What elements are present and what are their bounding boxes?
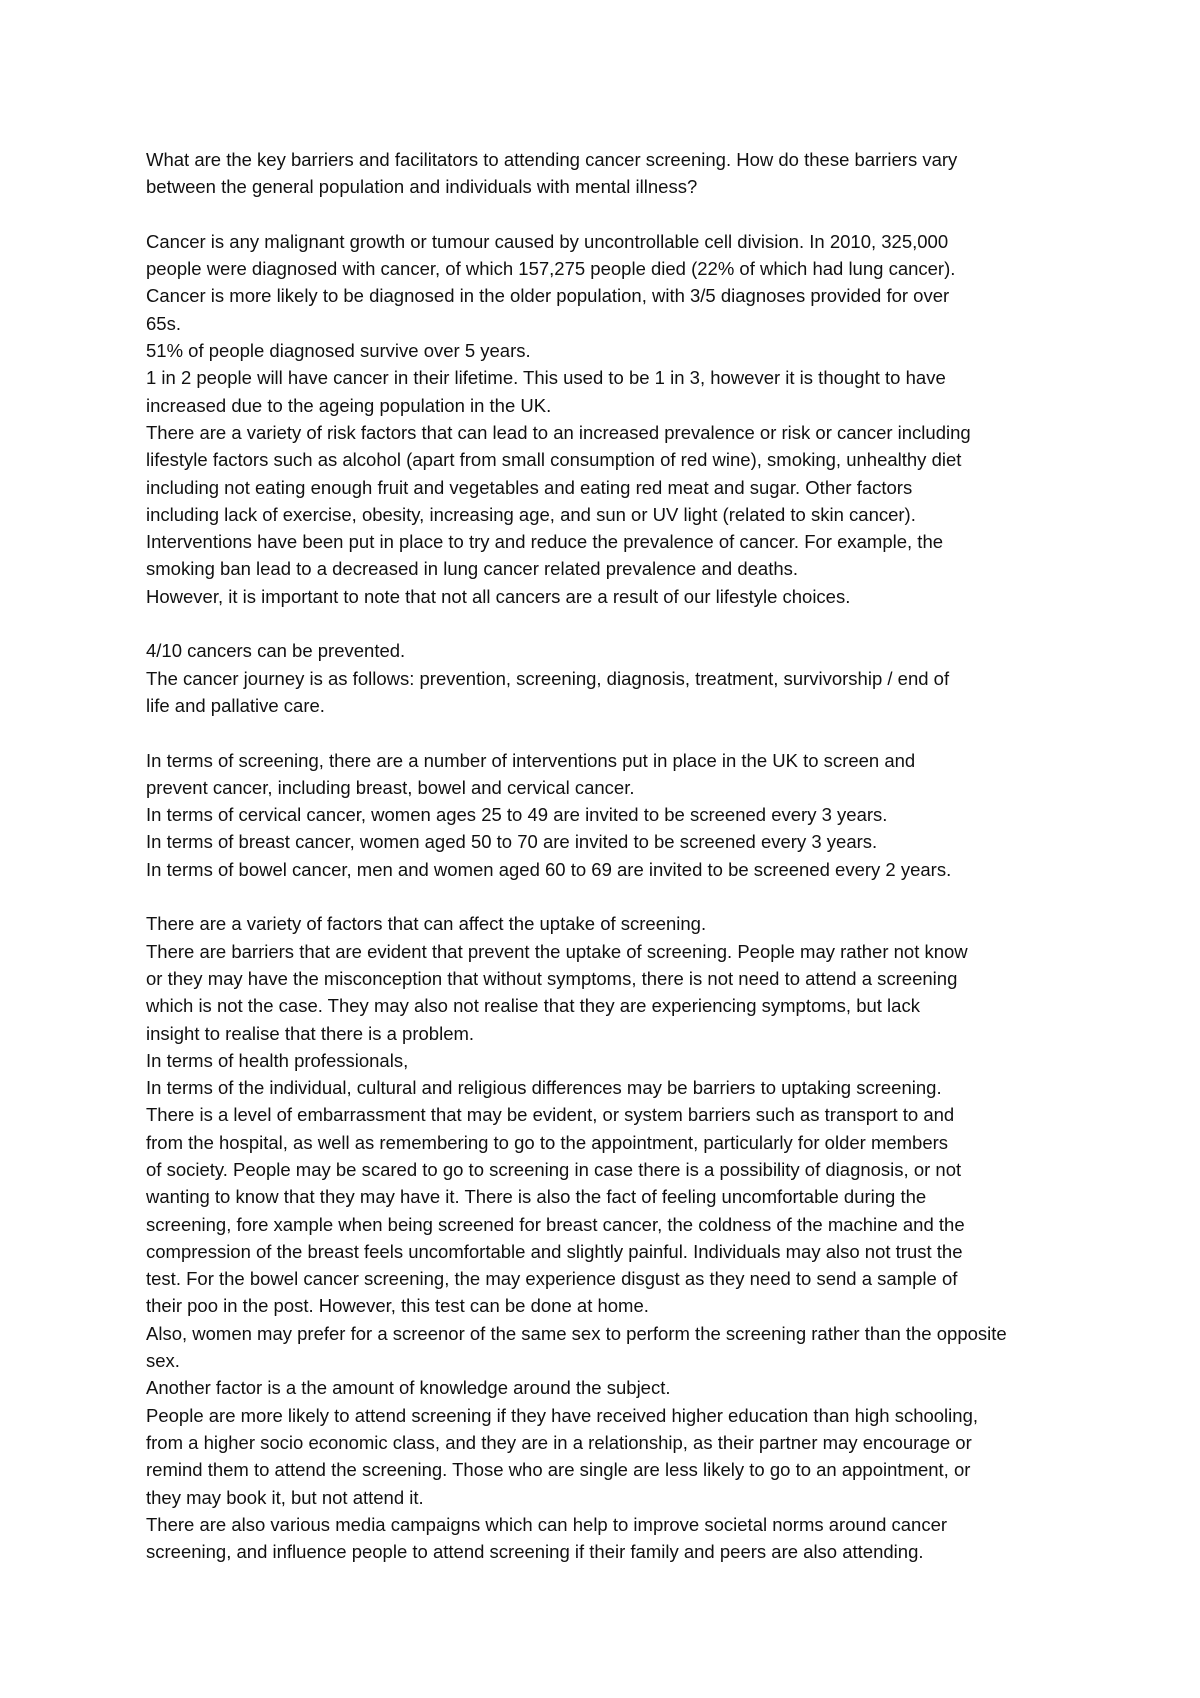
text-line: including not eating enough fruit and vegetables and eating red meat and sugar. Other factors bbox=[146, 476, 913, 498]
text-line: In terms of screening, there are a number of interventions put in place in the UK to screen and bbox=[146, 749, 916, 771]
text-line: 1 in 2 people will have cancer in their lifetime. This used to be 1 in 3, however it is thought to have bbox=[146, 367, 946, 389]
paragraph-gap bbox=[146, 610, 1066, 637]
text-line: Another factor is a the amount of knowledge around the subject. bbox=[146, 1377, 671, 1399]
text-line: people were diagnosed with cancer, of which 157,275 people died (22% of which had lung cancer). bbox=[146, 258, 956, 280]
text-line: There is a level of embarrassment that may be evident, or system barriers such as transport to and bbox=[146, 1104, 955, 1126]
text-line: screening, fore xample when being screened for breast cancer, the coldness of the machine and the bbox=[146, 1213, 965, 1235]
text-line: Interventions have been put in place to try and reduce the prevalence of cancer. For example, the bbox=[146, 531, 944, 553]
text-line: smoking ban lead to a decreased in lung cancer related prevalence and deaths. bbox=[146, 558, 799, 580]
paragraph-gap bbox=[146, 201, 1066, 228]
text-line: There are a variety of factors that can affect the uptake of screening. bbox=[146, 913, 707, 935]
text-line: In terms of bowel cancer, men and women aged 60 to 69 are invited to be screened every 2 years. bbox=[146, 858, 952, 880]
text-line: or they may have the misconception that without symptoms, there is not need to attend a screening bbox=[146, 967, 958, 989]
text-line: their poo in the post. However, this test can be done at home. bbox=[146, 1295, 649, 1317]
text-line: including lack of exercise, obesity, increasing age, and sun or UV light (related to skin cancer). bbox=[146, 503, 916, 525]
text-line: 51% of people diagnosed survive over 5 years. bbox=[146, 340, 531, 362]
text-line: from the hospital, as well as remembering to go to the appointment, particularly for older members bbox=[146, 1131, 949, 1153]
text-line: 65s. bbox=[146, 312, 181, 334]
text-line: sex. bbox=[146, 1350, 180, 1372]
document-body bbox=[146, 146, 1066, 1565]
text-line: insight to realise that there is a problem. bbox=[146, 1022, 475, 1044]
text-line: What are the key barriers and facilitators to attending cancer screening. How do these barriers vary bbox=[146, 149, 958, 170]
text-line: Also, women may prefer for a screenor of the same sex to perform the screening rather than the opposite bbox=[146, 1322, 1007, 1344]
text-line: People are more likely to attend screening if they have received higher education than high schooling, bbox=[146, 1404, 978, 1426]
text-line: remind them to attend the screening. Those who are single are less likely to go to an appointment, or bbox=[146, 1459, 971, 1481]
text-line: which is not the case. They may also not realise that they are experiencing symptoms, but lack bbox=[146, 995, 920, 1017]
paragraph-gap bbox=[146, 719, 1066, 746]
text-line: The cancer journey is as follows: prevention, screening, diagnosis, treatment, survivorship / end of bbox=[146, 667, 950, 689]
text-line: In terms of breast cancer, women aged 50 to 70 are invited to be screened every 3 years. bbox=[146, 831, 878, 853]
text-line: life and pallative care. bbox=[146, 694, 325, 716]
text-line: In terms of health professionals, bbox=[146, 1049, 409, 1071]
text-line: In terms of cervical cancer, women ages 25 to 49 are invited to be screened every 3 years. bbox=[146, 804, 888, 826]
text-line: In terms of the individual, cultural and religious differences may be barriers to uptaking screening. bbox=[146, 1077, 942, 1099]
text-line: from a higher socio economic class, and they are in a relationship, as their partner may encourage or bbox=[146, 1431, 972, 1453]
text-line: There are also various media campaigns which can help to improve societal norms around cancer bbox=[146, 1513, 948, 1535]
paragraph-gap bbox=[146, 883, 1066, 910]
text-line: Cancer is more likely to be diagnosed in the older population, with 3/5 diagnoses provided for over bbox=[146, 285, 950, 307]
text-line: Cancer is any malignant growth or tumour caused by uncontrollable cell division. In 2010, 325,000 bbox=[146, 230, 949, 252]
text-line: There are barriers that are evident that prevent the uptake of screening. People may rather not know bbox=[146, 940, 968, 962]
text-line: test. For the bowel cancer screening, the may experience disgust as they need to send a sample of bbox=[146, 1268, 958, 1290]
text-line: of society. People may be scared to go to screening in case there is a possibility of diagnosis, or not bbox=[146, 1158, 962, 1180]
text-line: wanting to know that they may have it. There is also the fact of feeling uncomfortable during the bbox=[146, 1186, 927, 1208]
text-line: screening, and influence people to attend screening if their family and peers are also attending. bbox=[146, 1541, 924, 1563]
text-line: There are a variety of risk factors that can lead to an increased prevalence or risk or cancer including bbox=[146, 421, 971, 443]
text-line: lifestyle factors such as alcohol (apart from small consumption of red wine), smoking, unhealthy diet bbox=[146, 449, 962, 471]
text-line: 4/10 cancers can be prevented. bbox=[146, 640, 406, 662]
text-line: increased due to the ageing population in the UK. bbox=[146, 394, 552, 416]
text-line: they may book it, but not attend it. bbox=[146, 1486, 424, 1508]
text-line: compression of the breast feels uncomfortable and slightly painful. Individuals may also not trust the bbox=[146, 1240, 963, 1262]
text-line: prevent cancer, including breast, bowel and cervical cancer. bbox=[146, 776, 635, 798]
text-line: between the general population and individuals with mental illness? bbox=[146, 176, 698, 198]
text-line: However, it is important to note that not all cancers are a result of our lifestyle choices. bbox=[146, 585, 851, 607]
